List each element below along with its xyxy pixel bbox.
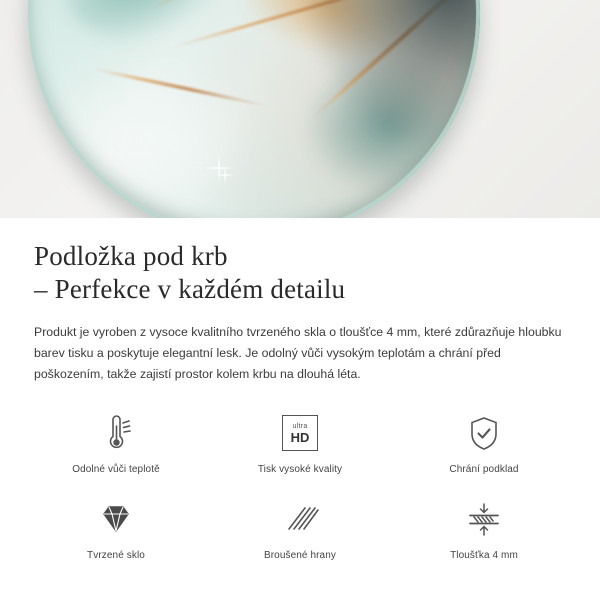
description-content [0, 218, 600, 385]
ultra-hd-badge-top: ultra [292, 422, 308, 430]
feature-item-temperature [24, 411, 208, 475]
feature-label: Odolné vůči teplotě [72, 464, 160, 475]
feature-label: Tloušťka 4 mm [450, 550, 518, 561]
description-paragraph: Produkt je vyroben z vysoce kvalitního tvrzeného skla o tloušťce 4 mm, které zdůrazňuje hloubku barev tisku a poskytuje elegantní lesk. Je odolný vůči vysokým teplotám a chrání před poškozením, takže zajistí prostor kolem krbu na dlouhá léta. [34, 325, 562, 381]
polished-edges-icon [279, 497, 321, 541]
headline-line-1: Podložka pod krb [34, 241, 228, 271]
feature-item-tempered-glass [24, 497, 208, 561]
feature-item-thickness [392, 497, 576, 561]
shield-check-icon [464, 411, 504, 455]
headline-line-2: – Perfekce v každém detailu [34, 274, 346, 304]
feature-item-print-quality [208, 411, 392, 475]
feature-label: Tisk vysoké kvality [257, 464, 343, 475]
ultra-hd-badge-bottom: HD [290, 429, 310, 445]
hero-image [0, 0, 600, 218]
thermometer-icon [96, 411, 136, 455]
feature-label: Chrání podklad [449, 464, 519, 475]
feature-item-polished-edges [208, 497, 392, 561]
sparkle-icon [216, 166, 234, 184]
product-glass-disc [28, 0, 480, 218]
thickness-icon [462, 497, 506, 541]
page-title [34, 240, 566, 306]
feature-label: Tvrzené sklo [87, 550, 145, 561]
feature-label: Broušené hrany [263, 550, 336, 561]
ultra-hd-icon [282, 411, 318, 455]
feature-item-protection [392, 411, 576, 475]
diamond-icon [95, 497, 137, 541]
feature-grid [0, 411, 600, 561]
